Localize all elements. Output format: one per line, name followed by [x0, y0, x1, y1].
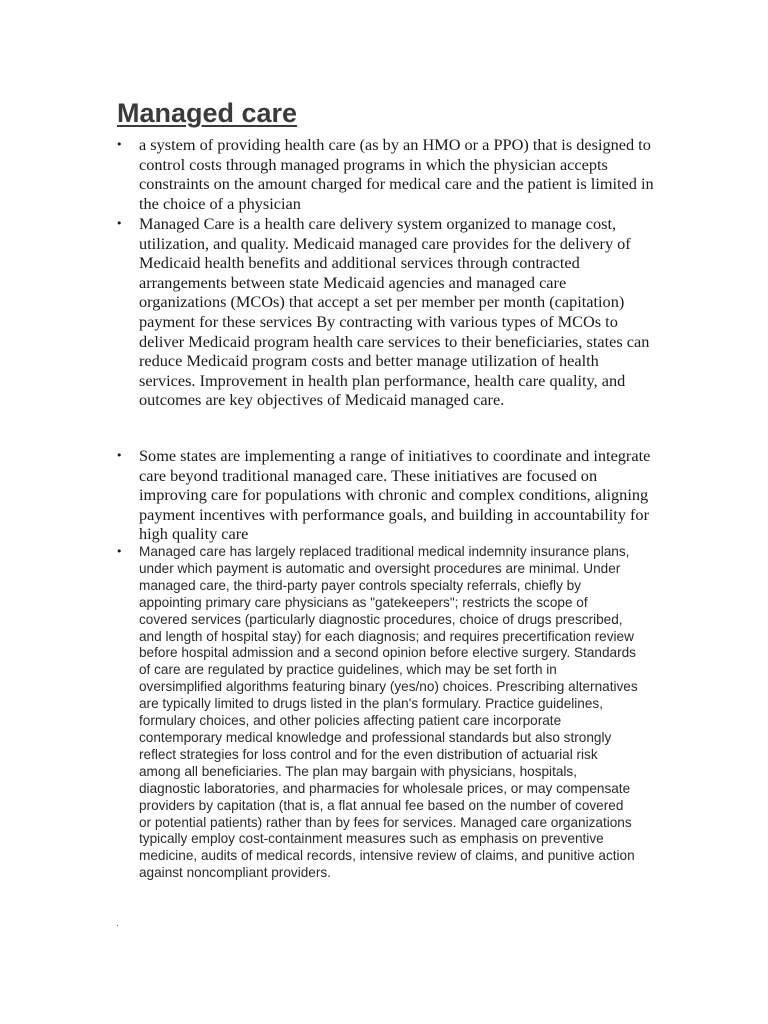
list-item: [116, 135, 654, 213]
bullet-icon: •: [116, 449, 123, 462]
list-item-text: a system of providing health care (as by an HMO or a PPO) that is designed to control costs through managed programs in which the physician accepts constraints on the amount charged for medical care and the patient is limited in the choice of a physician: [139, 135, 654, 213]
list-item: [116, 446, 654, 544]
page-title: Managed care: [117, 98, 298, 128]
list-item-text: Some states are implementing a range of initiatives to coordinate and integrate care beyond traditional managed care. These initiatives are focused on improving care for populations with chronic and complex conditions, aligning payment incentives with performance goals, and building in accountability for high quality care: [139, 446, 651, 544]
trailing-mark: .: [116, 918, 119, 929]
list-item: [116, 544, 639, 882]
bullet-icon: •: [116, 545, 123, 558]
list-item: [116, 214, 654, 410]
list-item-text: Managed care has largely replaced traditional medical indemnity insurance plans, under which payment is automatic and oversight procedures are minimal. Under managed care, the third-party payer controls specialty referrals, chiefly by appointing primary care physicians as "gatekeepers"; restricts the scope of covered services (particularly diagnostic procedures, choice of drugs prescribed, and length of hospital stay) for each diagnosis; and requires precertification review before hospital admission and a second opinion before elective surgery. Standards of care are regulated by practice guidelines, which may be set forth in oversimplified algorithms featuring binary (yes/no) choices. Prescribing alternatives are typically limited to drugs listed in the plan's formulary. Practice guidelines, formulary choices, and other policies affecting patient care incorporate contemporary medical knowledge and professional standards but also strongly reflect strategies for loss control and for the even distribution of actuarial risk among all beneficiaries. The plan may bargain with physicians, hospitals, diagnostic laboratories, and pharmacies for wholesale prices, or may compensate providers by capitation (that is, a flat annual fee based on the number of covered or potential patients) rather than by fees for services. Managed care organizations typically employ cost-containment measures such as emphasis on preventive medicine, audits of medical records, intensive review of claims, and punitive action against noncompliant providers.: [139, 544, 638, 881]
bullet-icon: •: [116, 138, 123, 151]
list-item-text: Managed Care is a health care delivery system organized to manage cost, utilization, and quality. Medicaid managed care provides for the delivery of Medicaid health benefits and additional services through contracted arrangements between state Medicaid agencies and managed care organizations (MCOs) that accept a set per member per month (capitation) payment for these services By contracting with various types of MCOs to deliver Medicaid program health care services to their beneficiaries, states can reduce Medicaid program costs and better manage utilization of health services. Improvement in health plan performance, health care quality, and outcomes are key objectives of Medicaid managed care.: [139, 214, 650, 410]
bullet-icon: •: [116, 217, 123, 230]
